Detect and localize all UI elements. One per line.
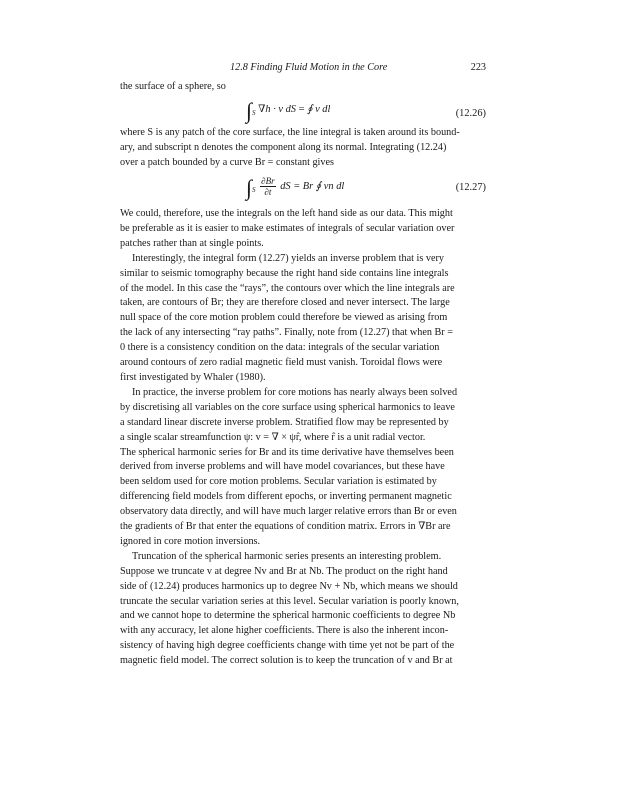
text-line: the lack of any intersecting “ray paths”. Finally, note from (12.27) that when Br = — [120, 327, 453, 339]
text-line: 0 there is a consistency condition on the data: integrals of the secular variation — [120, 342, 440, 354]
text-line: first investigated by Whaler (1980). — [120, 371, 266, 383]
paragraph-where — [120, 126, 486, 171]
integrand: ∇h · v dS — [258, 104, 296, 115]
text-line: a standard linear discrete inverse problem. Stratified flow may be represented by — [120, 416, 449, 428]
page-number: 223 — [470, 62, 486, 73]
equation-label: (12.27) — [455, 182, 486, 193]
text-line: been seldom used for core motion problems. Secular variation is estimated by — [120, 476, 437, 488]
text-line: truncate the secular variation series at this level. Secular variation is poorly known, — [120, 595, 459, 607]
text-line: be preferable as it is easier to make estimates of integrals of secular variation over — [120, 222, 455, 234]
text-line: patches rather than at single points. — [120, 237, 264, 249]
text-line: similar to seismic tomography because the right hand side contains line integrals — [120, 267, 449, 279]
text-line: around contours of zero radial magnetic field must vanish. Toroidal flows were — [120, 357, 443, 369]
text-line: observatory data directly, and will have much larger relative errors than Br or even — [120, 506, 457, 518]
text-line: a single scalar streamfunction ψ: v = ∇ × ψr̂, where r̂ is a unit radial vector. — [120, 431, 426, 443]
main-body-text — [120, 207, 486, 669]
text-line: null space of the core motion problem could therefore be viewed as arising from — [120, 312, 448, 324]
text-line: over a patch bounded by a curve Br = constant gives — [120, 156, 334, 168]
partial-derivative-fraction — [260, 176, 275, 197]
integral-sign: ∫ — [246, 98, 253, 123]
text-line: taken, are contours of Br; they are therefore closed and never intersect. The large — [120, 297, 450, 309]
integral-sign: ∫ — [246, 174, 253, 200]
text-line: Interestingly, the integral form (12.27) yields an inverse problem that is very — [132, 252, 444, 264]
equation-12-27 — [120, 170, 486, 210]
text-line: ignored in core motion inversions. — [120, 535, 261, 547]
text-line: Truncation of the spherical harmonic series presents an interesting problem. — [132, 550, 442, 562]
text-line: The spherical harmonic series for Br and its time derivative have themselves been — [120, 446, 454, 458]
text-line: of the model. In this case the “rays”, the contours over which the line integrals are — [120, 282, 455, 294]
text-line: magnetic field model. The correct solution is to keep the truncation of v and Br at — [120, 655, 453, 667]
text-line: ary, and subscript n denotes the component along its normal. Integrating (12.24) — [120, 141, 447, 153]
equation-body — [246, 98, 331, 123]
text-line: by discretising all variables on the core surface using spherical harmonics to leave — [120, 401, 455, 413]
text-line: Suppose we truncate v at degree Nv and Br at Nb. The product on the right hand — [120, 565, 448, 577]
text-line: differencing field models from different epochs, or inverting permanent magnetic — [120, 491, 452, 503]
text-line: In practice, the inverse problem for core motions has nearly always been solved — [132, 386, 458, 398]
text-line: the gradients of Br that enter the equations of condition matrix. Errors in ∇Br are — [120, 521, 451, 533]
integral-subscript: S — [252, 185, 256, 194]
text-line: We could, therefore, use the integrals on the left hand side as our data. This might — [120, 208, 453, 219]
equation-body — [246, 174, 345, 200]
section-title: 12.8 Finding Fluid Motion in the Core — [230, 62, 388, 73]
fraction-numerator: ∂Br — [261, 176, 275, 186]
text-line: derived from inverse problems and will have model covariances, but these have — [120, 461, 445, 473]
equation-tail: dS = Br ∮ vn dl — [280, 180, 345, 192]
running-header — [120, 62, 486, 76]
text-line: side of (12.24) produces harmonics up to degree Nv + Nb, which means we should — [120, 580, 458, 592]
text-line: where S is any patch of the core surface, the line integral is taken around its bound- — [120, 127, 460, 138]
text-line: and we cannot hope to determine the spherical harmonic coefficients to degree Nb — [120, 610, 456, 622]
text-line: the surface of a sphere, so — [120, 81, 226, 92]
equation-label: (12.26) — [455, 108, 486, 119]
text-line: with any accuracy, let alone higher coefficients. There is also the inherent incon- — [120, 625, 449, 637]
line-integral: ∮ v dl — [307, 104, 331, 115]
intro-text — [120, 80, 486, 95]
integral-subscript: S — [252, 109, 256, 117]
equals-sign: = — [298, 104, 305, 115]
text-line: sistency of having high degree coefficients change with time yet not be part of the — [120, 640, 455, 652]
fraction-denominator: ∂t — [264, 187, 272, 197]
